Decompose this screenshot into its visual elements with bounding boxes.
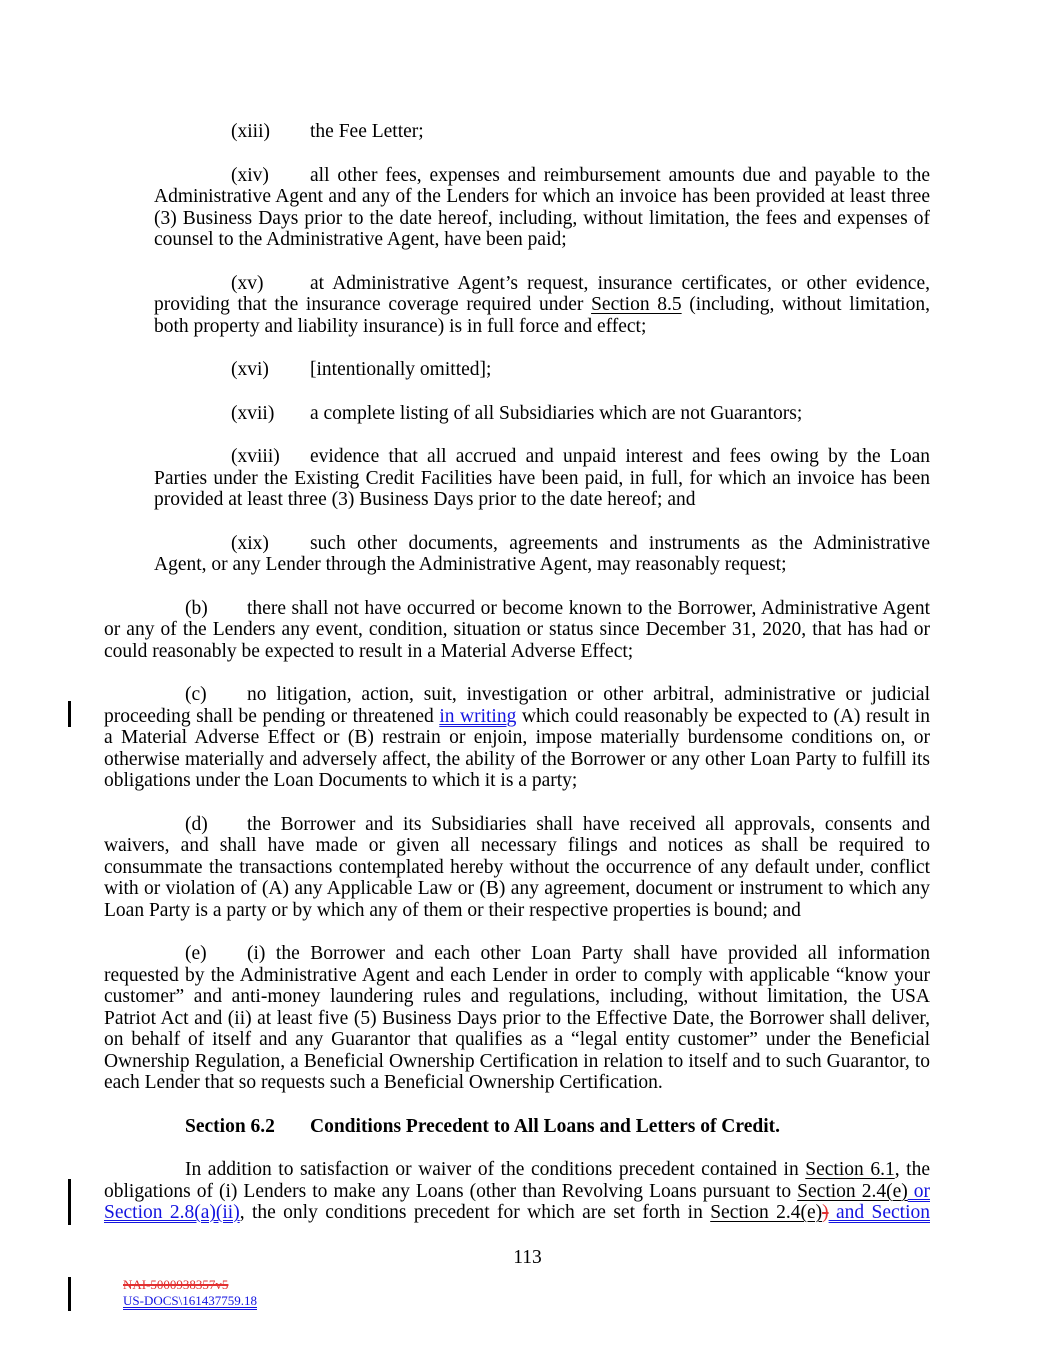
text-run: Section 2.4(e) (710, 1202, 823, 1223)
text-run: such other documents, agreements and instruments as the Administrative Agent, or any Lender through the Administrative Agent, may reasonably request; (154, 532, 930, 575)
text-run: which could reasonably be expected to (A) result in a Material Adverse Effect or (B) restrain or enjoin, impose materially burdensome conditions on, or otherwise materially and adversely affect, the ability of the Borrower or any other Loan Party to fulfill its obligations under the Loan Documents to which it is a party; (104, 705, 930, 791)
text-run: no litigation, action, suit, investigation or other arbitral, administrative or judicial proceeding shall be pending or threatened (104, 684, 930, 727)
text-run: all other fees, expenses and reimbursement amounts due and payable to the Administrative Agent and any of the Lenders for which an invoice has been provided at least three (3) Business Days prior to the date hereof, including, without limitation, the fees and expenses of counsel to the Administrative Agent, have been paid; (154, 164, 930, 250)
text-run: (i) the Borrower and each other Loan Party shall have provided all information requested by the Administrative Agent and each Lender in order to comply with applicable “know your customer” and anti-money laundering rules and regulations, including, without limitation, the USA Patriot Act and (ii) at least five (5) Business Days prior to the Effective Date, the Borrower shall deliver, on behalf of itself and any Guarantor that qualifies as a “legal entity customer” under the Beneficial Ownership Regulation, a Beneficial Ownership Certification in relation to itself and to such Guarantor, to each Lender that so requests such a Beneficial Ownership Certification. (104, 943, 930, 1093)
paragraph-xiv (154, 165, 930, 251)
paragraph-label: (d) (185, 813, 208, 835)
text-run: [intentionally omitted]; (310, 359, 492, 380)
text-run: In addition to satisfaction or waiver of the conditions precedent contained in (185, 1159, 806, 1180)
text-run: ) (822, 1202, 829, 1223)
text-run: there shall not have occurred or become known to the Borrower, Administrative Agent or any of the Lenders any event, condition, situation or status since December 31, 2020, that has had or could reasonably be expected to result in a Material Adverse Effect; (104, 597, 930, 662)
document-footer (123, 1277, 257, 1309)
paragraph-text (104, 1159, 930, 1223)
change-bar (68, 1277, 71, 1311)
paragraph-label: (e) (185, 943, 207, 964)
paragraph-label: (b) (185, 597, 208, 619)
text-run: a complete listing of all Subsidiaries which are not Guarantors; (310, 402, 803, 424)
footer-doc-id-deleted: NAI-5000938357v5 (123, 1277, 229, 1292)
change-bar (68, 701, 71, 727)
text-run: or Section 2.8(a)(ii) (104, 1180, 930, 1223)
text-run: , the only conditions precedent for which are set forth in (239, 1202, 711, 1223)
text-run: Section 2.4(e) (797, 1180, 908, 1202)
paragraph-label: (xix) (231, 532, 269, 554)
text-run: Section 8.5 (591, 294, 682, 315)
closing-paragraph (104, 1159, 930, 1224)
section-heading (104, 1116, 930, 1138)
paragraph-text (310, 121, 424, 142)
paragraph-label: (xvii) (231, 402, 275, 424)
text-run: the Borrower and its Subsidiaries shall have received all approvals, consents and waivers, and shall have made or given all necessary filings and notices as shall be required to consummate the transactions contemplated hereby without the occurrence of any default under, conflict with or violation of (A) any Applicable Law or (B) any agreement, document or instrument to which any Loan Party is a party or by which any of them or their respective properties is bound; and (104, 813, 930, 921)
paragraph-label: (xiii) (231, 121, 270, 142)
text-run: at Administrative Agent’s request, insurance certificates, or other evidence, providing that the insurance coverage required under (154, 272, 930, 315)
text-run: in writing (439, 705, 517, 727)
paragraph-d (104, 814, 930, 922)
text-run: (including, without limitation, both property and liability insurance) is in full force and effect; (154, 294, 930, 337)
text-run: , the obligations of (i) Lenders to make any Loans (other than Revolving Loans pursuant to (104, 1159, 930, 1202)
paragraph-label: (xiv) (231, 164, 269, 186)
text-run: Section 6.1 (805, 1159, 895, 1180)
section-title: Conditions Precedent to All Loans and Letters of Credit. (310, 1115, 780, 1137)
paragraph-xix (154, 533, 930, 576)
text-run: and Section (828, 1202, 930, 1223)
paragraph-e (104, 943, 930, 1094)
section-number: Section 6.2 (185, 1115, 275, 1137)
paragraph-xvii (154, 403, 930, 425)
change-bar (68, 1179, 71, 1225)
paragraph-xv (154, 273, 930, 338)
paragraph-xiii (154, 121, 930, 143)
paragraph-xvi (154, 359, 930, 381)
paragraph-xviii (154, 446, 930, 511)
paragraph-text (104, 943, 930, 1093)
footer-doc-id-inserted: US-DOCS\161437759.18 (123, 1293, 257, 1308)
paragraph-c (104, 684, 930, 792)
page-number: 113 (513, 1247, 542, 1268)
paragraph-label: (c) (185, 684, 207, 705)
paragraph-text (310, 359, 491, 380)
paragraph-text (310, 403, 802, 424)
paragraph-label: (xv) (231, 272, 264, 294)
paragraph-label: (xviii) (231, 446, 280, 467)
paragraph-label: (xvi) (231, 359, 269, 380)
paragraph-b (104, 598, 930, 663)
text-run: the Fee Letter; (310, 121, 424, 142)
text-run: evidence that all accrued and unpaid interest and fees owing by the Loan Parties under the Existing Credit Facilities have been paid, in full, for which an invoice has been provided at least three (3) Business Days prior to the date hereof; and (154, 446, 930, 510)
